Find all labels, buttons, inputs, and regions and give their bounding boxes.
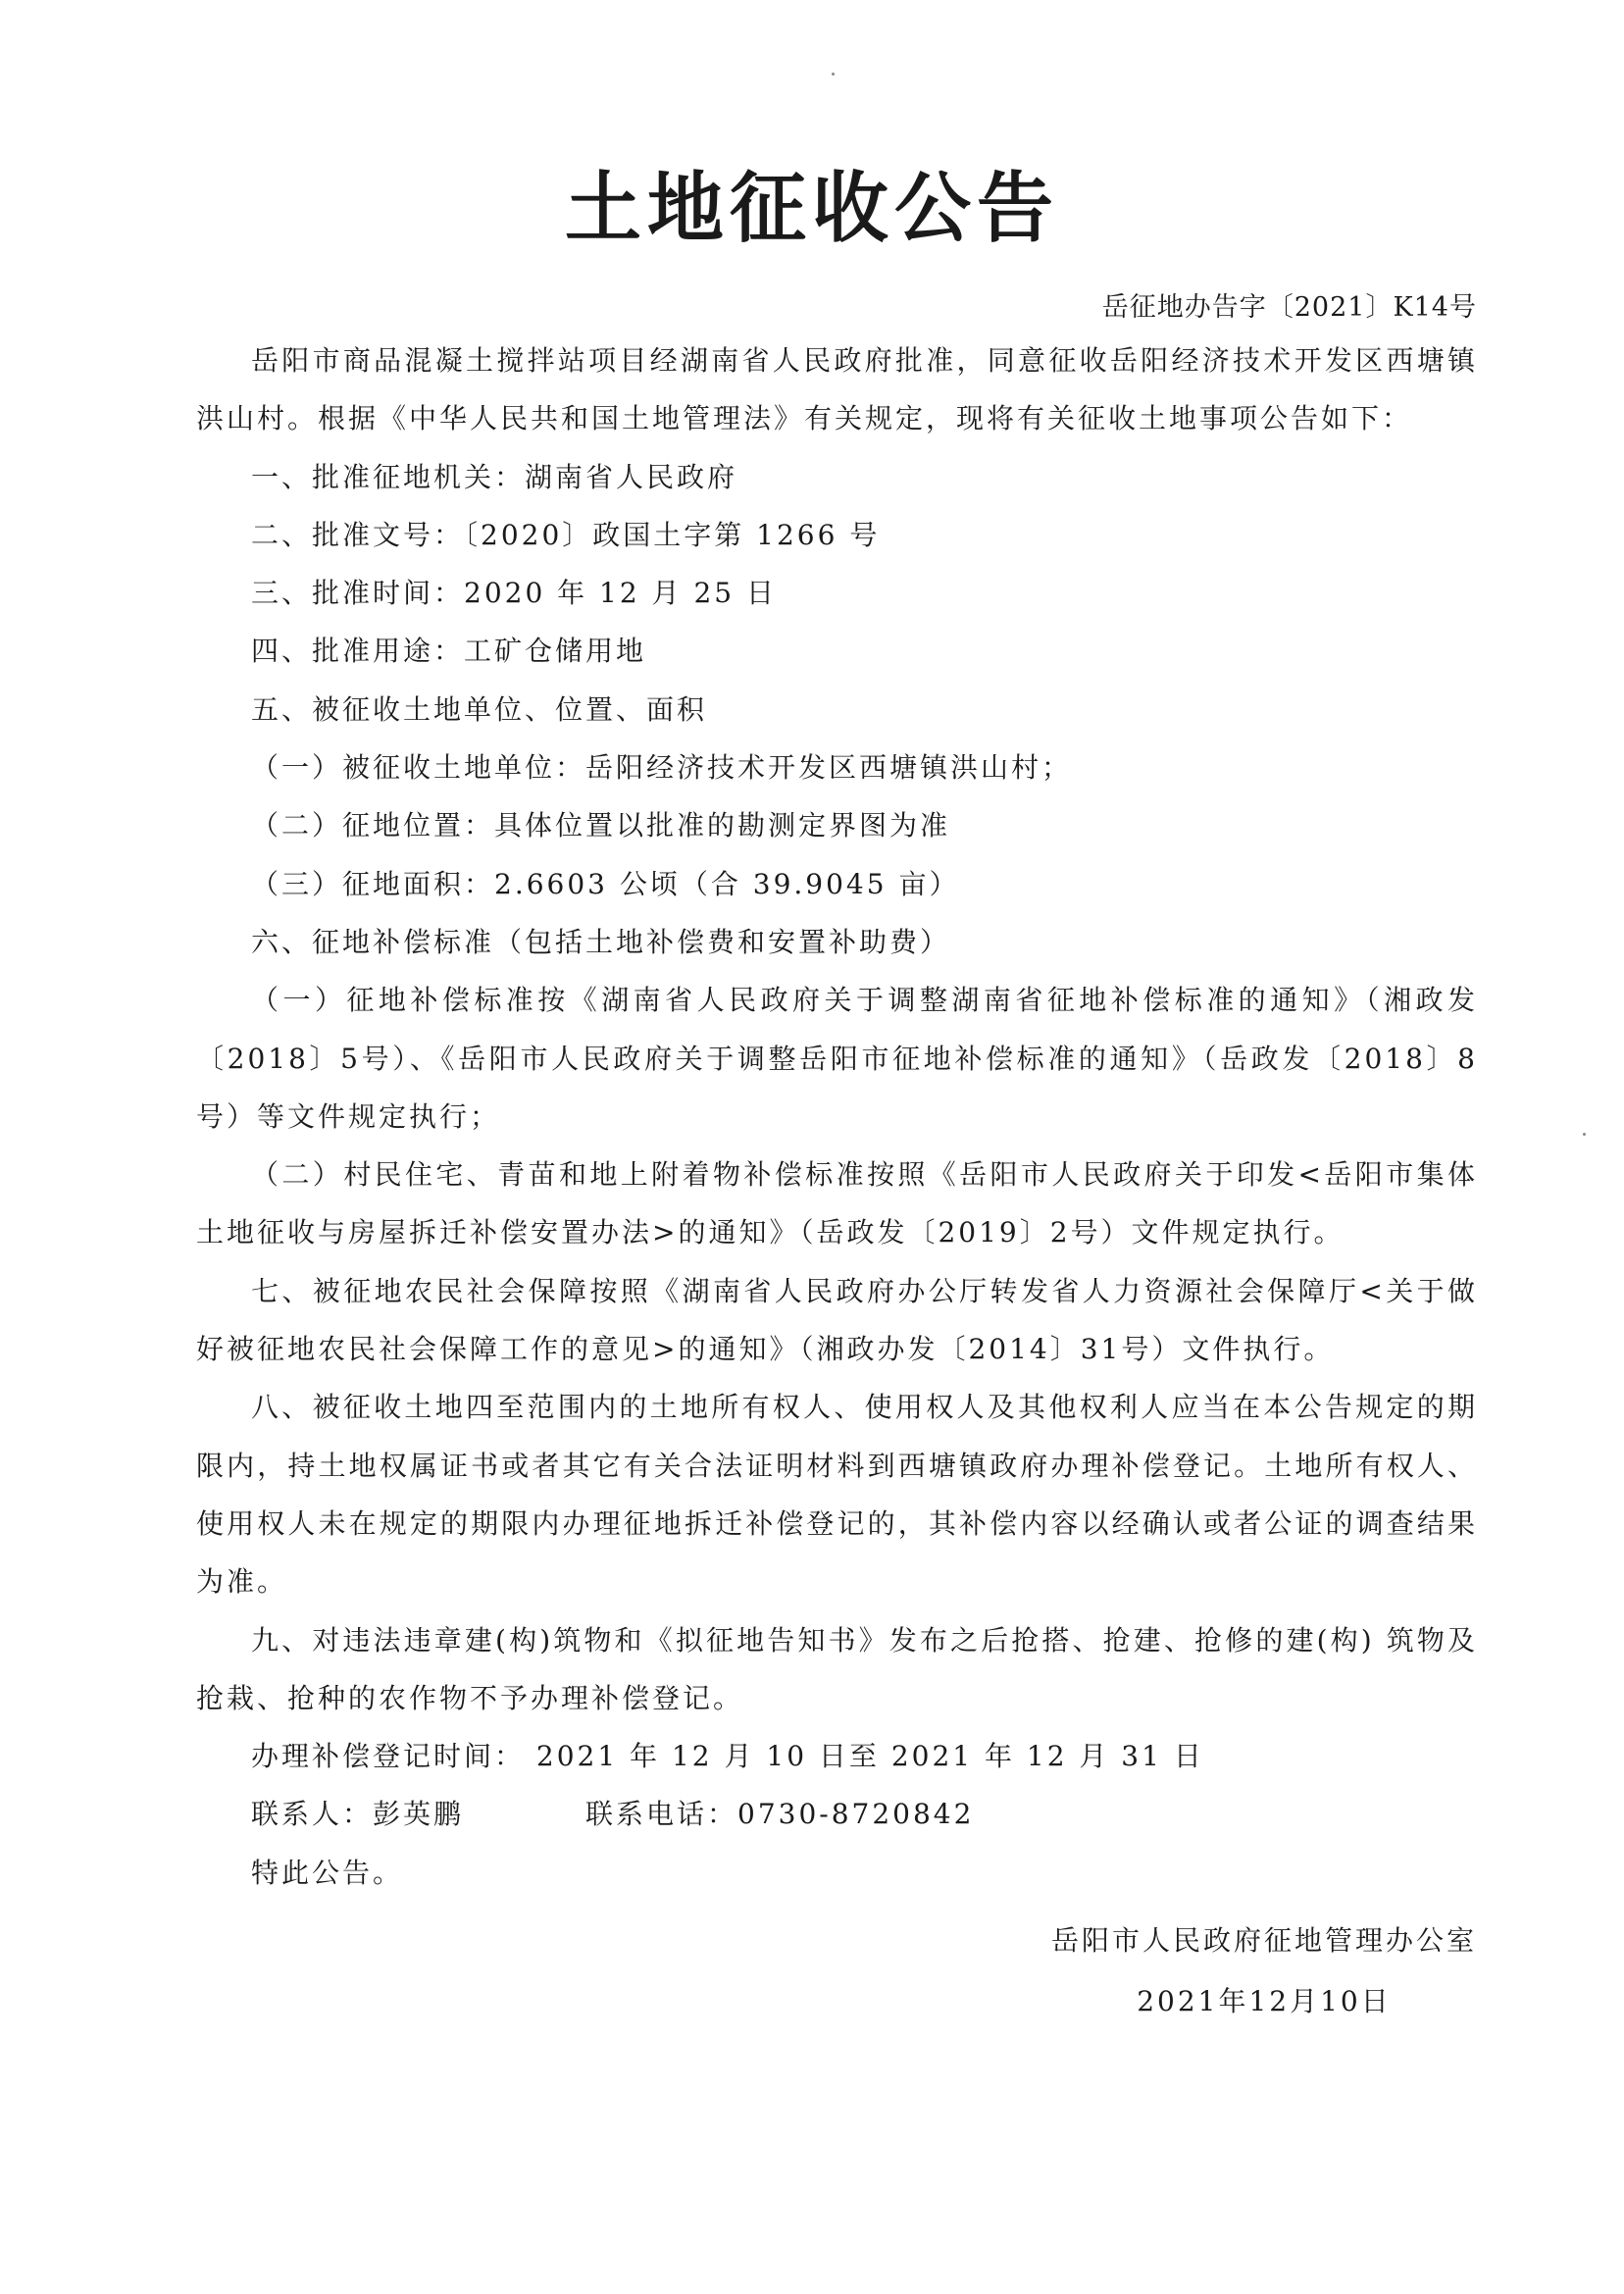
- document-number: 岳征地办告字〔2021〕K14号: [1101, 292, 1477, 323]
- scan-dust-mark: [832, 73, 835, 76]
- list-item: 五、被征收土地单位、位置、面积: [251, 692, 708, 726]
- scan-dust-mark: [1583, 1133, 1586, 1136]
- closing-statement: 特此公告。: [251, 1856, 404, 1889]
- social-security-paragraph: 七、被征地农民社会保障按照《湖南省人民政府办公厅转发省人力资源社会保障厅<关于做好被征地农民社会保障工作的意见>的通知》（湘政办发〔2014〕31号）文件执行。: [196, 1274, 1478, 1366]
- contact-info: 联系人：彭英鹏 联系电话：0730-8720842: [251, 1798, 975, 1831]
- list-item: 四、批准用途：工矿仓储用地: [251, 635, 647, 668]
- resettlement-compensation-paragraph: （二）村民住宅、青苗和地上附着物补偿标准按照《岳阳市人民政府关于印发<岳阳市集体土地征收与房屋拆迁补偿安置办法>的通知》（岳政发〔2019〕2号）文件规定执行。: [196, 1158, 1478, 1249]
- issuer-name: 岳阳市人民政府征地管理办公室: [1050, 1924, 1477, 1957]
- registration-time: 办理补偿登记时间： 2021 年 12 月 10 日至 2021 年 12 月 31 日: [251, 1740, 1204, 1773]
- signature-block: [1051, 1911, 1477, 2032]
- list-item: （一）被征收土地单位：岳阳经济技术开发区西塘镇洪山村；: [251, 751, 1073, 785]
- document-body: [196, 331, 1478, 1902]
- list-item: （三）征地面积：2.6603 公顷（合 39.9045 亩）: [251, 867, 960, 900]
- issue-date: 2021年12月10日: [1137, 1985, 1392, 2017]
- list-item: 三、批准时间：2020 年 12 月 25 日: [251, 577, 778, 610]
- compensation-standard-paragraph: （一）征地补偿标准按《湖南省人民政府关于调整湖南省征地补偿标准的通知》（湘政发〔2018〕5号）、《岳阳市人民政府关于调整岳阳市征地补偿标准的通知》（岳政发〔2018〕8号）等文件规定执行；: [196, 984, 1478, 1133]
- list-item: （二）征地位置：具体位置以批准的勘测定界图为准: [251, 809, 951, 842]
- intro-paragraph: 岳阳市商品混凝土搅拌站项目经湖南省人民政府批准，同意征收岳阳经济技术开发区西塘镇洪山村。根据《中华人民共和国土地管理法》有关规定，现将有关征收土地事项公告如下：: [196, 344, 1478, 435]
- illegal-construction-paragraph: 九、对违法违章建(构)筑物和《拟征地告知书》发布之后抢搭、抢建、抢修的建(构) 筑物及抢栽、抢种的农作物不予办理补偿登记。: [196, 1623, 1478, 1714]
- list-item: 二、批准文号：〔2020〕政国土字第 1266 号: [251, 518, 881, 551]
- registration-requirement-paragraph: 八、被征收土地四至范围内的土地所有权人、使用权人及其他权利人应当在本公告规定的期限内，持土地权属证书或者其它有关合法证明材料到西塘镇政府办理补偿登记。土地所有权人、使用权人未在规定的期限内办理征地拆迁补偿登记的，其补偿内容以经确认或者公证的调查结果为准。: [196, 1391, 1478, 1599]
- document-title: 土地征收公告: [564, 165, 1059, 253]
- list-item: 一、批准征地机关：湖南省人民政府: [251, 460, 738, 493]
- list-item: 六、征地补偿标准（包括土地补偿费和安置补助费）: [251, 925, 951, 958]
